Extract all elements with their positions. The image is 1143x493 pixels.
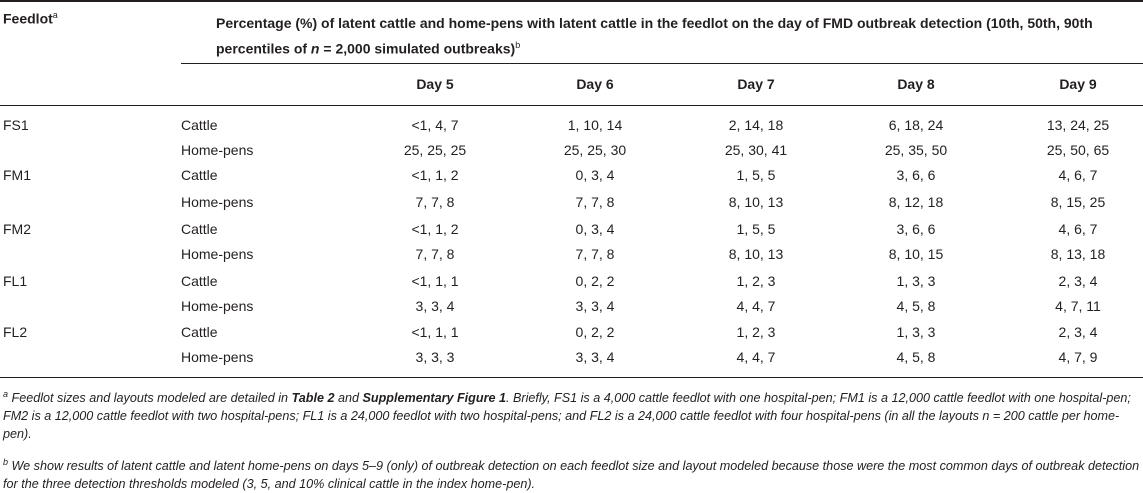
- table-cell: 1, 2, 3: [736, 273, 776, 289]
- table-cell: 0, 3, 4: [575, 221, 615, 237]
- table-cell: 0, 2, 2: [575, 273, 615, 289]
- table-cell: 4, 5, 8: [896, 349, 936, 365]
- table-cell: <1, 1, 2: [411, 167, 459, 183]
- table-cell: 1, 2, 3: [736, 324, 776, 340]
- table-cell: 4, 6, 7: [1058, 221, 1098, 237]
- table-cell: 1, 3, 3: [896, 273, 936, 289]
- feedlot-column-header: Feedlot$^a$: [3, 10, 58, 27]
- table-cell: 8, 10, 13: [728, 246, 784, 262]
- table-cell: 8, 13, 18: [1050, 246, 1106, 262]
- table-cell: 3, 3, 4: [415, 298, 455, 314]
- table-cell: 1, 5, 5: [736, 167, 776, 183]
- day-header: Day 5: [416, 76, 454, 92]
- feedlot-label: FS1: [3, 117, 29, 133]
- row-type: Cattle: [181, 167, 218, 183]
- row-type: Cattle: [181, 324, 218, 340]
- table-cell: 4, 7, 9: [1058, 349, 1098, 365]
- table-cell: 25, 30, 41: [724, 142, 788, 158]
- table-cell: 25, 25, 25: [403, 142, 467, 158]
- day-header: Day 9: [1059, 76, 1097, 92]
- table-cell: 4, 5, 8: [896, 298, 936, 314]
- feedlot-label: FM2: [3, 221, 31, 237]
- table-cell: 7, 7, 8: [415, 246, 455, 262]
- feedlot-label: FL2: [3, 324, 28, 340]
- table-cell: 13, 24, 25: [1046, 117, 1110, 133]
- table-cell: 4, 4, 7: [736, 349, 776, 365]
- table-cell: 2, 3, 4: [1058, 324, 1098, 340]
- table-cell: 6, 18, 24: [888, 117, 944, 133]
- table-cell: 25, 50, 65: [1046, 142, 1110, 158]
- row-type: Cattle: [181, 221, 218, 237]
- top-rule: [0, 0, 1143, 2]
- table-cell: <1, 4, 7: [411, 117, 459, 133]
- table-cell: 7, 7, 8: [575, 194, 615, 210]
- spanning-column-header: Percentage (%) of latent cattle and home-pens with latent cattle in the feedlot on the day of FMD outbreak detection (10th, 50th, 90th percentiles of n = 2,000 simulated outbreaks)$^b$: [216, 15, 1093, 57]
- table-cell: 8, 12, 18: [888, 194, 944, 210]
- table-cell: 8, 10, 15: [888, 246, 944, 262]
- table-cell: 4, 6, 7: [1058, 167, 1098, 183]
- day-header: Day 7: [737, 76, 775, 92]
- table-cell: 1, 10, 14: [567, 117, 623, 133]
- table-cell: 25, 25, 30: [563, 142, 627, 158]
- table-cell: <1, 1, 2: [411, 221, 459, 237]
- day-header: Day 6: [576, 76, 614, 92]
- table-cell: 2, 3, 4: [1058, 273, 1098, 289]
- row-type: Cattle: [181, 273, 218, 289]
- table-cell: 25, 35, 50: [884, 142, 948, 158]
- table-cell: 1, 3, 3: [896, 324, 936, 340]
- row-type: Home-pens: [181, 298, 254, 314]
- table-cell: 4, 4, 7: [736, 298, 776, 314]
- table-cell: 0, 2, 2: [575, 324, 615, 340]
- row-type: Home-pens: [181, 349, 254, 365]
- row-type: Cattle: [181, 117, 218, 133]
- table-cell: 8, 15, 25: [1050, 194, 1106, 210]
- table-bottom-rule: [0, 377, 1143, 378]
- header-bottom-rule: [0, 105, 1143, 106]
- table-cell: 7, 7, 8: [575, 246, 615, 262]
- table-cell: 3, 3, 4: [575, 298, 615, 314]
- table-cell: 3, 3, 3: [415, 349, 455, 365]
- table-cell: 0, 3, 4: [575, 167, 615, 183]
- table-cell: 3, 3, 4: [575, 349, 615, 365]
- table-2-reference[interactable]: Table 2: [291, 391, 335, 406]
- row-type: Home-pens: [181, 194, 254, 210]
- footnote-marker-a: a: [52, 10, 58, 20]
- table-cell: 3, 6, 6: [896, 221, 936, 237]
- feedlot-label: FL1: [3, 273, 28, 289]
- supplementary-figure-1-reference[interactable]: Supplementary Figure 1: [362, 391, 506, 406]
- footnote-b: $^b$ We show results of latent cattle and latent home-pens on days 5–9 (only) of outbreak detection on each feedlot size and layout modeled because those were the most common days of outbreak detection for the three detection thresholds modeled (3, 5, and 10% clinical cattle in the index home-pen).: [3, 457, 1140, 492]
- table-cell: <1, 1, 1: [411, 324, 459, 340]
- table-cell: 7, 7, 8: [415, 194, 455, 210]
- row-type: Home-pens: [181, 246, 254, 262]
- table-cell: <1, 1, 1: [411, 273, 459, 289]
- footnote-a: $^a$ Feedlot sizes and layouts modeled are detailed in Table 2 and Supplementary Figure 1. Briefly, FS1 is a 4,000 cattle feedlot with one hospital-pen; FM1 is a 12,000 cattle feedlot with one hospital-pen; FM2 is a 12,000 cattle feedlot with two hospital-pens; FL1 is a 24,000 feedlot with two hospital-pens; and FL2 is a 24,000 cattle feedlot with four hospital-pens (in all the layouts n = 200 cattle per home-pen).: [3, 389, 1131, 442]
- table-cell: 3, 6, 6: [896, 167, 936, 183]
- table-cell: 8, 10, 13: [728, 194, 784, 210]
- table-cell: 4, 7, 11: [1055, 298, 1101, 314]
- footnote-marker-b: b: [515, 40, 521, 50]
- table-cell: 1, 5, 5: [736, 221, 776, 237]
- header-subrule: [181, 63, 1143, 64]
- table-cell: 2, 14, 18: [728, 117, 784, 133]
- row-type: Home-pens: [181, 142, 254, 158]
- day-header: Day 8: [897, 76, 935, 92]
- feedlot-label: FM1: [3, 167, 31, 183]
